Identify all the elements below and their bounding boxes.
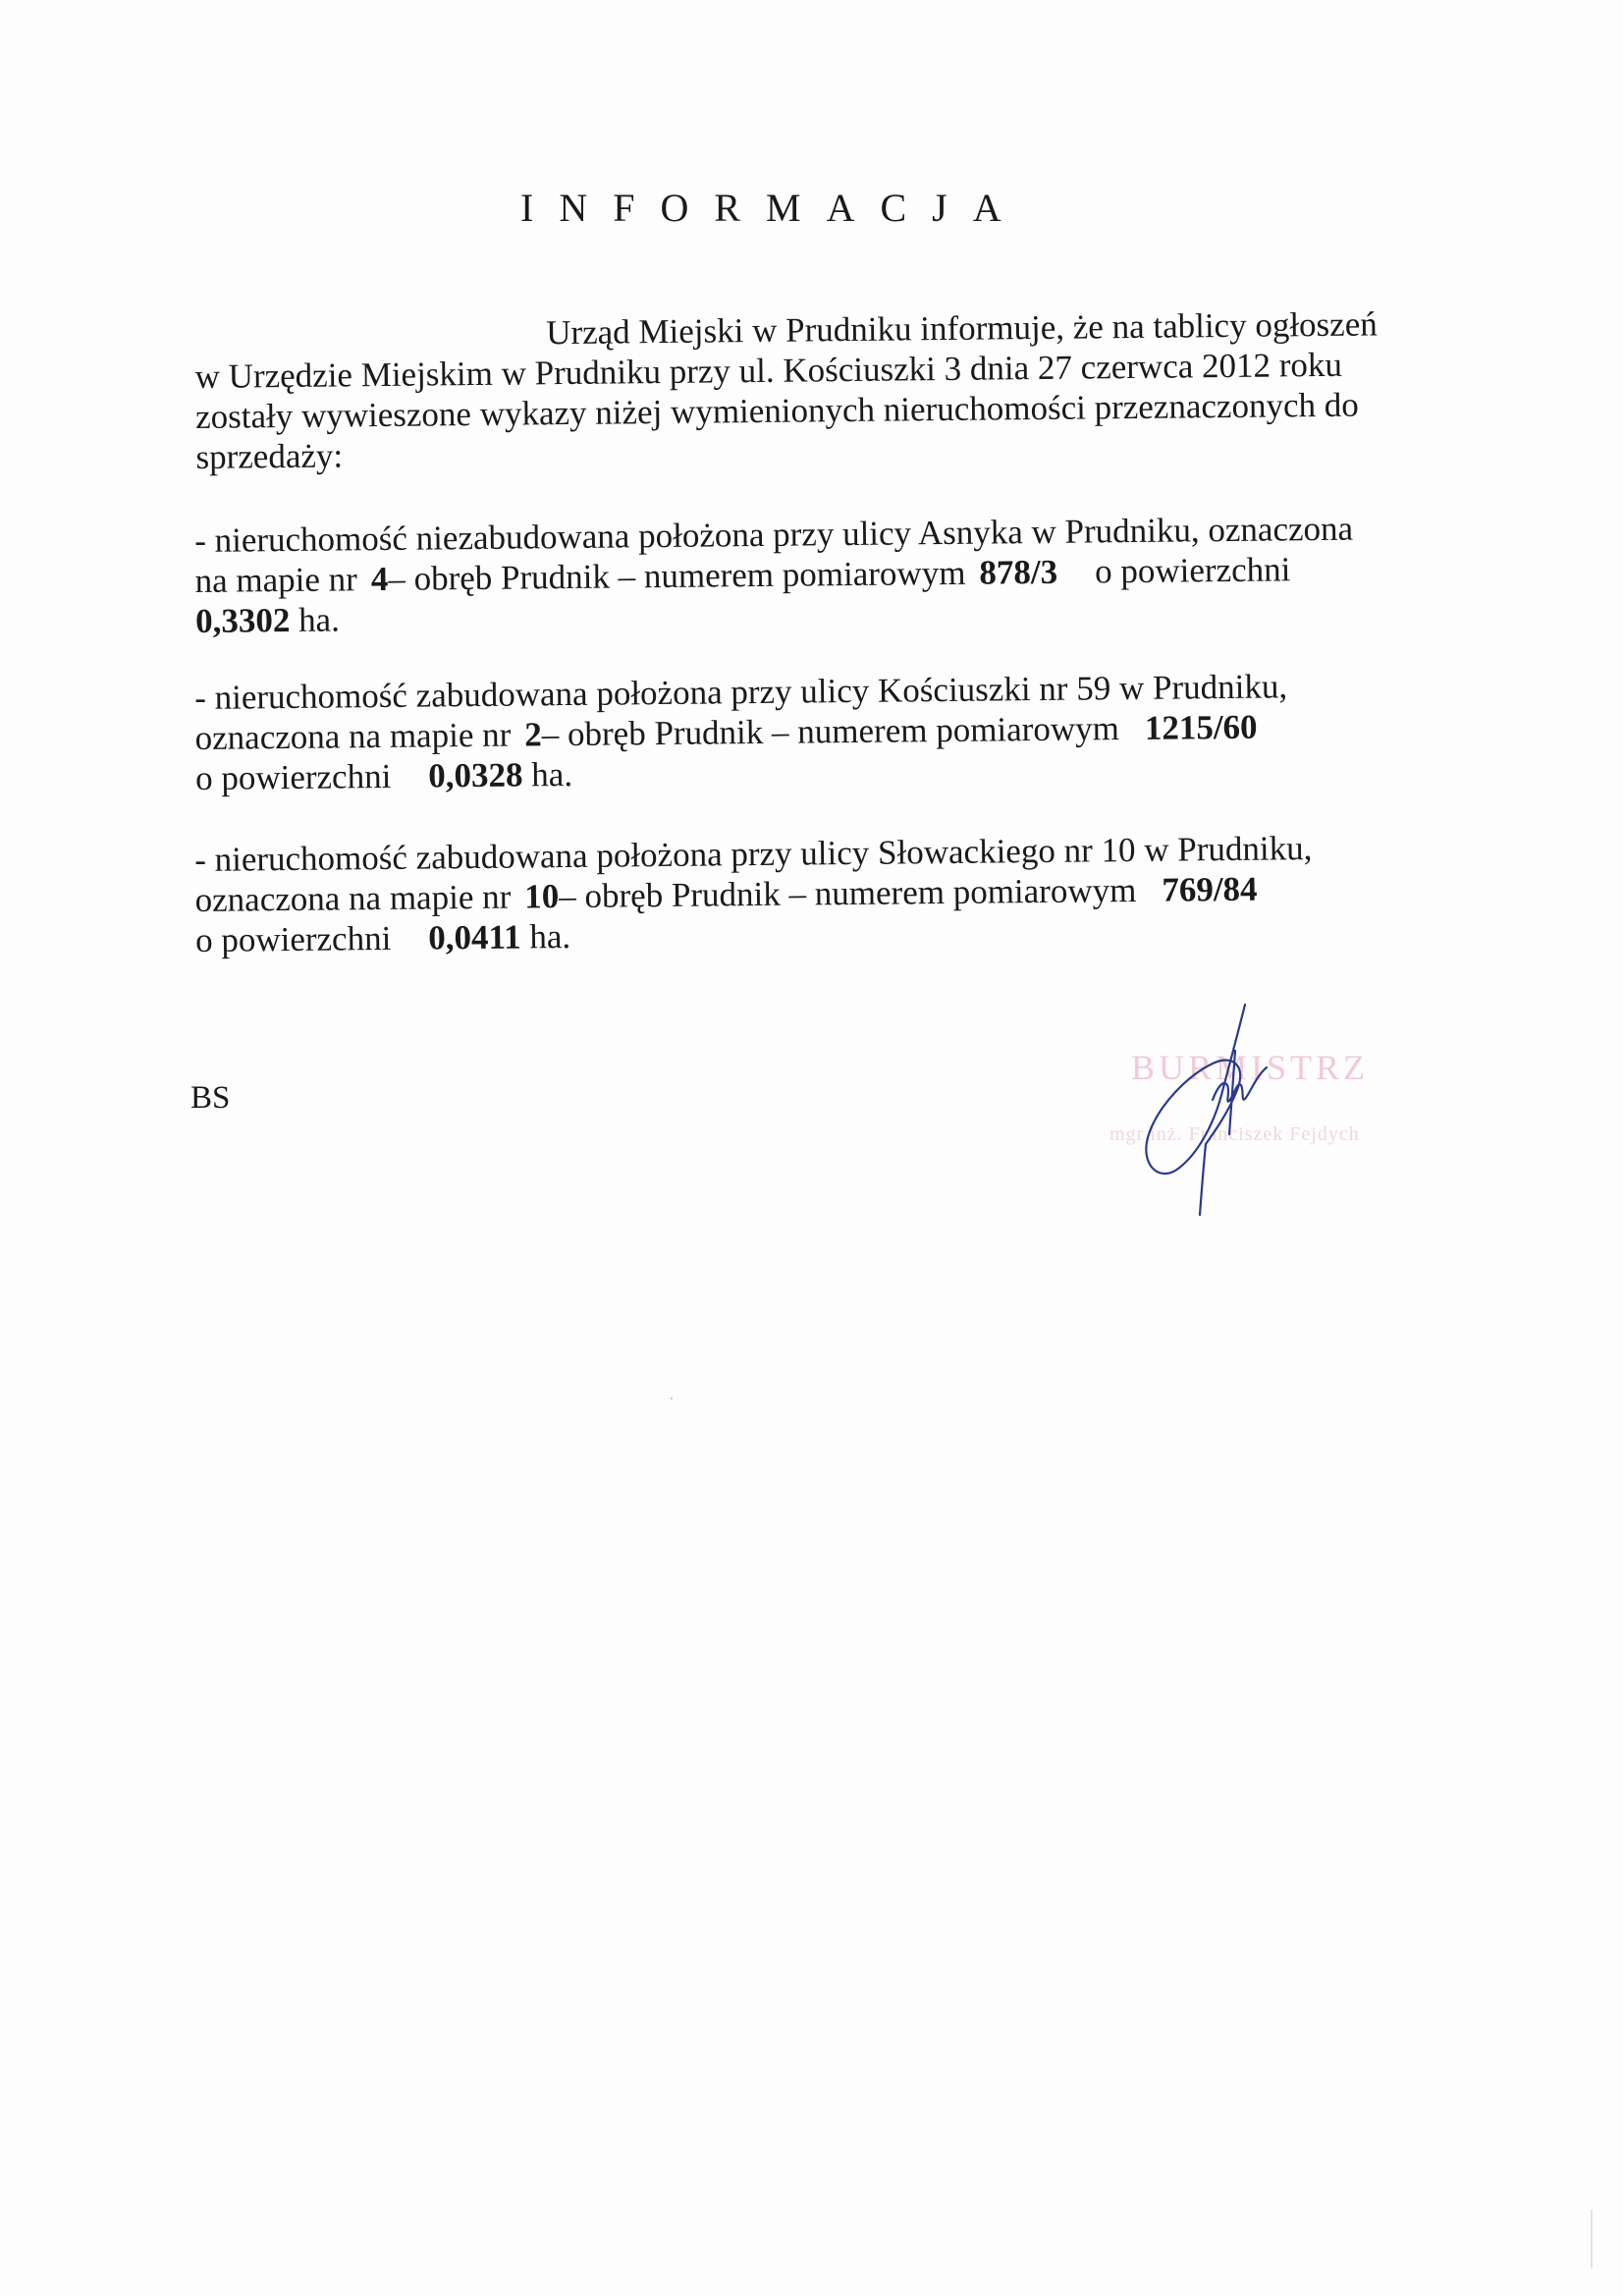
parcel-number: 769/84 [1162,869,1258,909]
area-value: 0,0411 [428,917,521,957]
property-area-line: o powierzchni 0,0411 ha. [194,916,571,959]
property-area-line: o powierzchni 0,0328 ha. [194,754,573,797]
property-location-line: oznaczona na mapie nr 2– obręb Prudnik – numerem pomiarowym 1215/60 [194,707,1258,757]
stamp-title: BURMISTRZ [1131,1048,1370,1087]
intro-paragraph [194,303,1424,477]
map-number: 10 [524,877,560,916]
property-item-1 [194,508,1423,641]
intro-line-2: w Urzędzie Miejskim w Prudniku przy ul. Kościuszki 3 dnia 27 czerwca 2012 roku [194,345,1343,396]
stamp-name: mgr inż. Franciszek Fejdych [1109,1123,1360,1145]
area-value: 0,3302 [194,600,291,640]
scan-speck [671,1397,673,1399]
property-location-line: oznaczona na mapie nr 10– obręb Prudnik – numerem pomiarowym 769/84 [194,869,1258,919]
map-number: 4 [370,559,389,599]
parcel-number: 1215/60 [1144,707,1258,747]
intro-line-1: Urząd Miejski w Prudniku informuje, że na tablicy ogłoszeń [545,304,1378,353]
property-location-line: na mapie nr 4– obręb Prudnik – numerem pomiarowym 878/3 o powierzchni [194,550,1291,600]
document-title: INFORMACJA [520,186,1027,230]
map-number: 2 [524,715,542,754]
property-description: - nieruchomość niezabudowana położona przy ulicy Asnyka w Prudniku, oznaczona [194,509,1354,560]
author-initials: BS [190,1080,231,1116]
property-area-line: 0,3302 ha. [194,600,341,640]
scan-edge-mark [1591,2210,1593,2269]
property-item-2 [194,665,1423,798]
intro-line-4: sprzedaży: [195,436,344,476]
area-value: 0,0328 [428,755,523,795]
property-item-3 [194,827,1423,960]
property-description: - nieruchomość zabudowana położona przy ulicy Słowackiego nr 10 w Prudniku, [194,829,1313,879]
handwritten-signature [1119,997,1296,1223]
intro-line-3: zostały wywieszone wykazy niżej wymienionych nieruchomości przeznaczonych do [194,385,1359,436]
parcel-number: 878/3 [979,552,1058,592]
property-description: - nieruchomość zabudowana położona przy ulicy Kościuszki nr 59 w Prudniku, [194,667,1288,717]
